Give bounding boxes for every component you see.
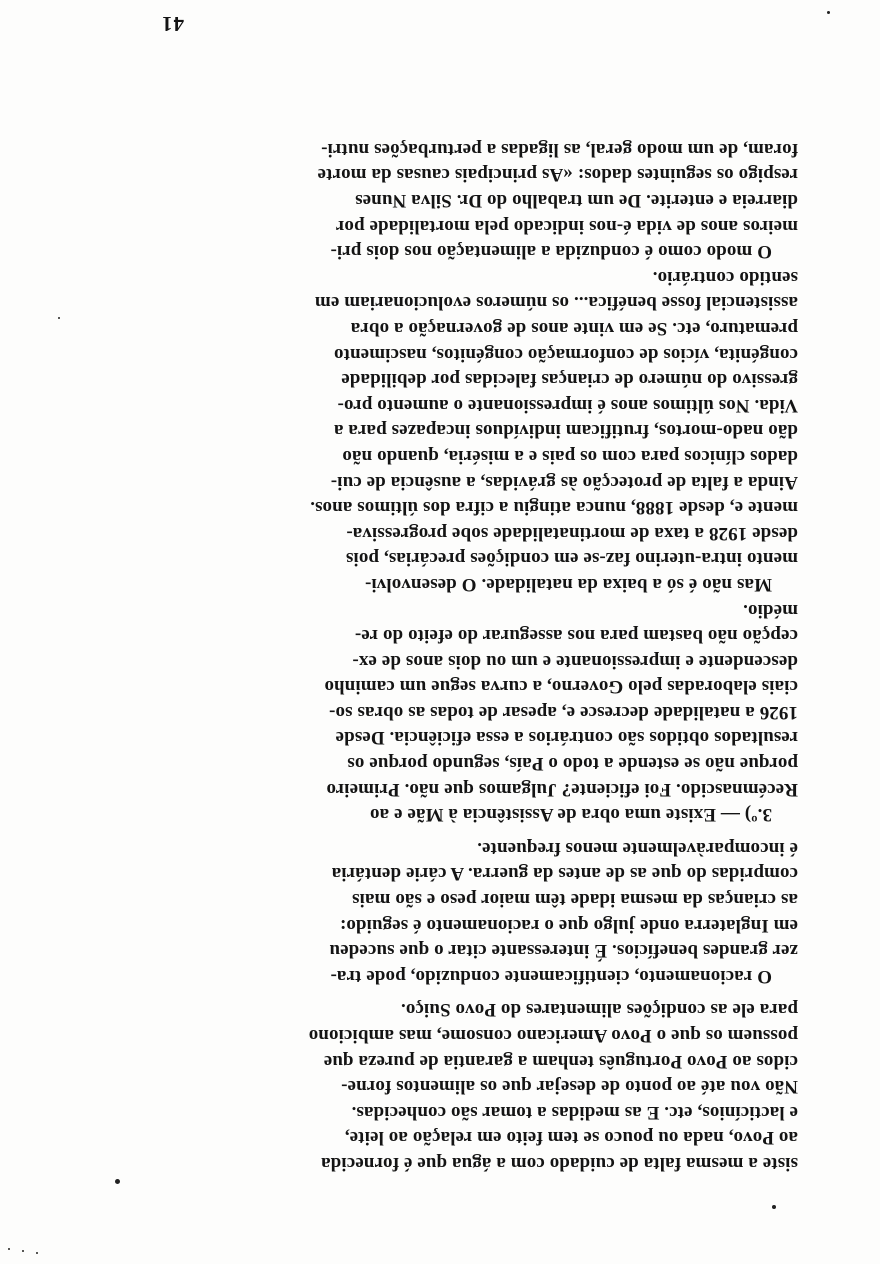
- paragraph-p5: [168, 136, 798, 264]
- text-line: gressivo do número de crianças falecidas por debilidade: [341, 369, 798, 391]
- text-line: 3.º) — Existe uma obra de Assistência à Mãe e ao: [369, 804, 772, 826]
- text-line: porque não se estende a todo o País, segundo porque os: [347, 753, 798, 775]
- text-line: Não vou até ao ponto de desejar que os alimentos forne-: [341, 1076, 798, 1098]
- scan-speck: [36, 1252, 38, 1254]
- text-line: cidos ao Povo Português tenham a garantia de pureza que: [323, 1050, 798, 1072]
- text-line: dão nado-mortos, frutificam indivíduos incapazes para a: [333, 420, 798, 442]
- text-line: Vida. Nos últimos anos é impressionante o aumento pro-: [337, 394, 798, 416]
- text-line: O modo como é conduzida a alimentação nos dois pri-: [330, 241, 772, 263]
- text-line: sentido contrário.: [652, 266, 798, 288]
- text-line: possuem os que o Povo Americano consome, mas ambiciono: [308, 1025, 798, 1047]
- text-line: é incomparàvelmente menos frequente.: [477, 837, 798, 859]
- text-line: descendente e impressionante e um ou dois anos de ex-: [352, 650, 798, 672]
- text-line: em Inglaterra onde julgo que o racionamento é seguido:: [339, 914, 798, 936]
- text-line: O racionamento, cientificamente conduzido, pode tra-: [330, 965, 772, 987]
- paragraph-p2: [168, 835, 798, 989]
- text-line: para ele as condições alimentares do Povo Suiço.: [400, 999, 798, 1021]
- text-line: Mas não é só a baixa da natalidade. O desenvolvi-: [364, 573, 772, 595]
- text-line: zer grandes benefícios. É interessante citar o que sucedeu: [329, 940, 798, 962]
- text-line: diarreia e enterite. De um trabalho do Dr. Silva Nunes: [355, 190, 798, 212]
- scan-speck: [772, 1205, 776, 1209]
- text-line: meiros anos de vida é-nos indicado pela mortalidade por: [335, 215, 798, 237]
- text-line: resultados obtidos são contrários a essa eficiência. Desde: [335, 727, 798, 749]
- text-line: dados clínicos para com os pais e a miséria, quando não: [342, 445, 798, 467]
- scan-speck: [827, 11, 830, 14]
- text-line: Recémnascido. Foi eficiente? Julgamos que não. Primeiro: [326, 778, 798, 800]
- scan-speck: [8, 1248, 10, 1250]
- text-line: mente e, desde 1888, nunca atingiu a cifra dos últimos anos.: [310, 497, 798, 519]
- text-line: assistencial fosse benéfica... os números evolucionariam em: [314, 292, 798, 314]
- page-number: 41: [161, 12, 184, 36]
- text-line: 1926 a natalidade decresce e, apesar de todas as obras so-: [329, 701, 798, 723]
- text-line: respigo os seguintes dados: «As principais causas da morte: [317, 164, 798, 186]
- text-line: compridas do que as de antes da guerra. A cárie dentária: [331, 863, 798, 885]
- text-line: foram, de um modo geral, as ligadas a perturbações nutri-: [321, 138, 798, 160]
- paragraph-p1: [168, 997, 798, 1176]
- scan-speck: [115, 1179, 120, 1184]
- text-line: médio.: [743, 599, 798, 621]
- paragraph-p3: [168, 597, 798, 827]
- paragraph-p4: [168, 264, 798, 597]
- scan-speck: [22, 1250, 24, 1252]
- text-line: e lacticínios, etc. E as medidas a tomar são conhecidas.: [351, 1101, 798, 1123]
- text-line: ao Povo, nada ou pouco se tem feito em relação ao leite,: [344, 1127, 798, 1149]
- text-line: ciais elaboradas pelo Governo, a curva segue um caminho: [324, 676, 798, 698]
- text-line: prematuro, etc. Se em vinte anos de governação a obra: [350, 318, 798, 339]
- text-line: congénita, vícios de conformação congénitos, nascimento: [333, 343, 798, 365]
- text-line: siste a mesma falta de cuidado com a água que é fornecida: [321, 1153, 798, 1174]
- body-text: [168, 136, 798, 1176]
- text-line: Ainda a falta de protecção às grávidas, a ausência de cui-: [330, 471, 798, 493]
- text-line: cepção não bastam para nos assegurar do efeito do re-: [354, 625, 798, 647]
- text-line: desde 1928 a taxa de mortinatalidade sobe progressiva-: [346, 522, 798, 544]
- text-line: mento intra-uterino faz-se em condições precárias, pois: [345, 548, 798, 570]
- scan-speck: [58, 317, 60, 319]
- text-line: as crianças da mesma idade têm maior peso e são mais: [351, 889, 798, 911]
